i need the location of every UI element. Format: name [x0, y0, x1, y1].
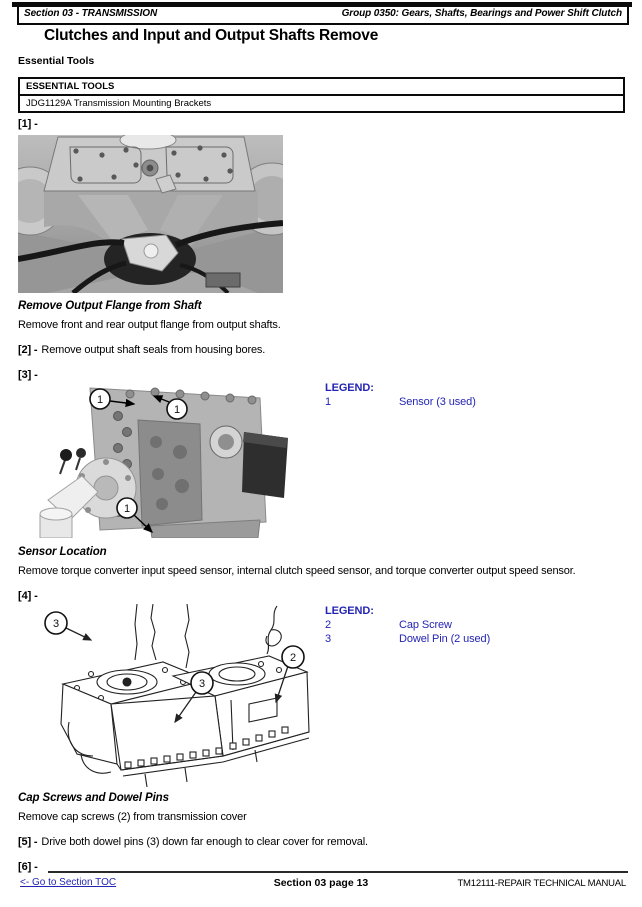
callout-dowel-pin-mid: [191, 672, 213, 694]
callout-label: 3: [198, 678, 206, 690]
top-rule: [12, 2, 632, 7]
header-divider: [17, 23, 629, 25]
step-4-body: Remove cap screws (2) from transmission cover: [18, 811, 247, 823]
manual-reference: TM12111-REPAIR TECHNICAL MANUAL: [457, 878, 626, 889]
legend-title: LEGEND:: [325, 382, 374, 394]
transmission-line-drawing: [25, 604, 310, 787]
step-2-label: [2] -: [18, 344, 38, 356]
callout-label: 1: [96, 394, 104, 406]
callout-cap-screw: [282, 646, 304, 668]
legend-step-3: [325, 381, 476, 409]
callout-label: 3: [52, 618, 60, 630]
callout-sensor-2: [167, 399, 187, 419]
callout-sensor-3: [117, 498, 137, 518]
step-1-body: Remove front and rear output flange from output shafts.: [18, 319, 281, 331]
legend-item-desc: Dowel Pin (2 used): [399, 633, 491, 645]
legend-item-number: 3: [325, 633, 332, 645]
step-3-label: [3] -: [18, 369, 38, 381]
step-1-label: [1] -: [18, 118, 38, 130]
step-3-body: Remove torque converter input speed sensor, internal clutch speed sensor, and torque converter output speed sensor.: [18, 565, 576, 577]
step-3-caption: Sensor Location: [18, 546, 107, 558]
transmission-top-photo: [18, 135, 283, 293]
footer-divider: [48, 871, 628, 873]
step-2: [18, 344, 265, 356]
legend-row: [325, 632, 490, 646]
callout-dowel-pin-top: [45, 612, 67, 634]
figure-sensor-location-photo: [30, 382, 310, 538]
figure-output-flange-photo: [18, 135, 283, 293]
legend-row: [325, 618, 490, 632]
step-5-text: Drive both dowel pins (3) down far enough to clear cover for removal.: [41, 836, 368, 848]
legend-title: LEGEND:: [325, 605, 374, 617]
legend-item-number: 1: [325, 396, 332, 408]
essential-tools-label: Essential Tools: [18, 55, 95, 67]
step-5-label: [5] -: [18, 836, 38, 848]
header-section: Section 03 - TRANSMISSION: [24, 8, 158, 19]
essential-tools-table: [18, 77, 625, 113]
figure-cap-screws-drawing: [25, 604, 310, 787]
header-group: Group 0350: Gears, Shafts, Bearings and Power Shift Clutch: [341, 8, 622, 19]
step-6-label: [6] -: [18, 861, 38, 873]
page-title: Clutches and Input and Output Shafts Remove: [44, 27, 379, 44]
legend-step-4: [325, 604, 490, 646]
step-2-text: Remove output shaft seals from housing bores.: [41, 344, 266, 356]
go-to-section-toc-link[interactable]: <- Go to Section TOC: [20, 877, 117, 888]
essential-tools-table-row: JDG1129A Transmission Mounting Brackets: [26, 98, 212, 109]
legend-item-number: 2: [325, 619, 332, 631]
step-4-label: [4] -: [18, 590, 38, 602]
sensor-location-photo: [30, 382, 310, 538]
callout-label: 2: [289, 652, 297, 664]
step-5: [18, 836, 368, 848]
page-number: Section 03 page 13: [273, 877, 369, 889]
header-right-border: [627, 2, 629, 25]
legend-item-desc: Cap Screw: [399, 619, 452, 631]
essential-tools-table-header: ESSENTIAL TOOLS: [20, 79, 623, 96]
callout-label: 1: [123, 503, 131, 515]
legend-item-desc: Sensor (3 used): [399, 396, 476, 408]
callout-sensor-1: [90, 389, 110, 409]
legend-row: [325, 395, 476, 409]
step-1-caption: Remove Output Flange from Shaft: [18, 300, 202, 312]
callout-label: 1: [173, 404, 181, 416]
header-left-border: [17, 2, 19, 25]
step-4-caption: Cap Screws and Dowel Pins: [18, 792, 169, 804]
